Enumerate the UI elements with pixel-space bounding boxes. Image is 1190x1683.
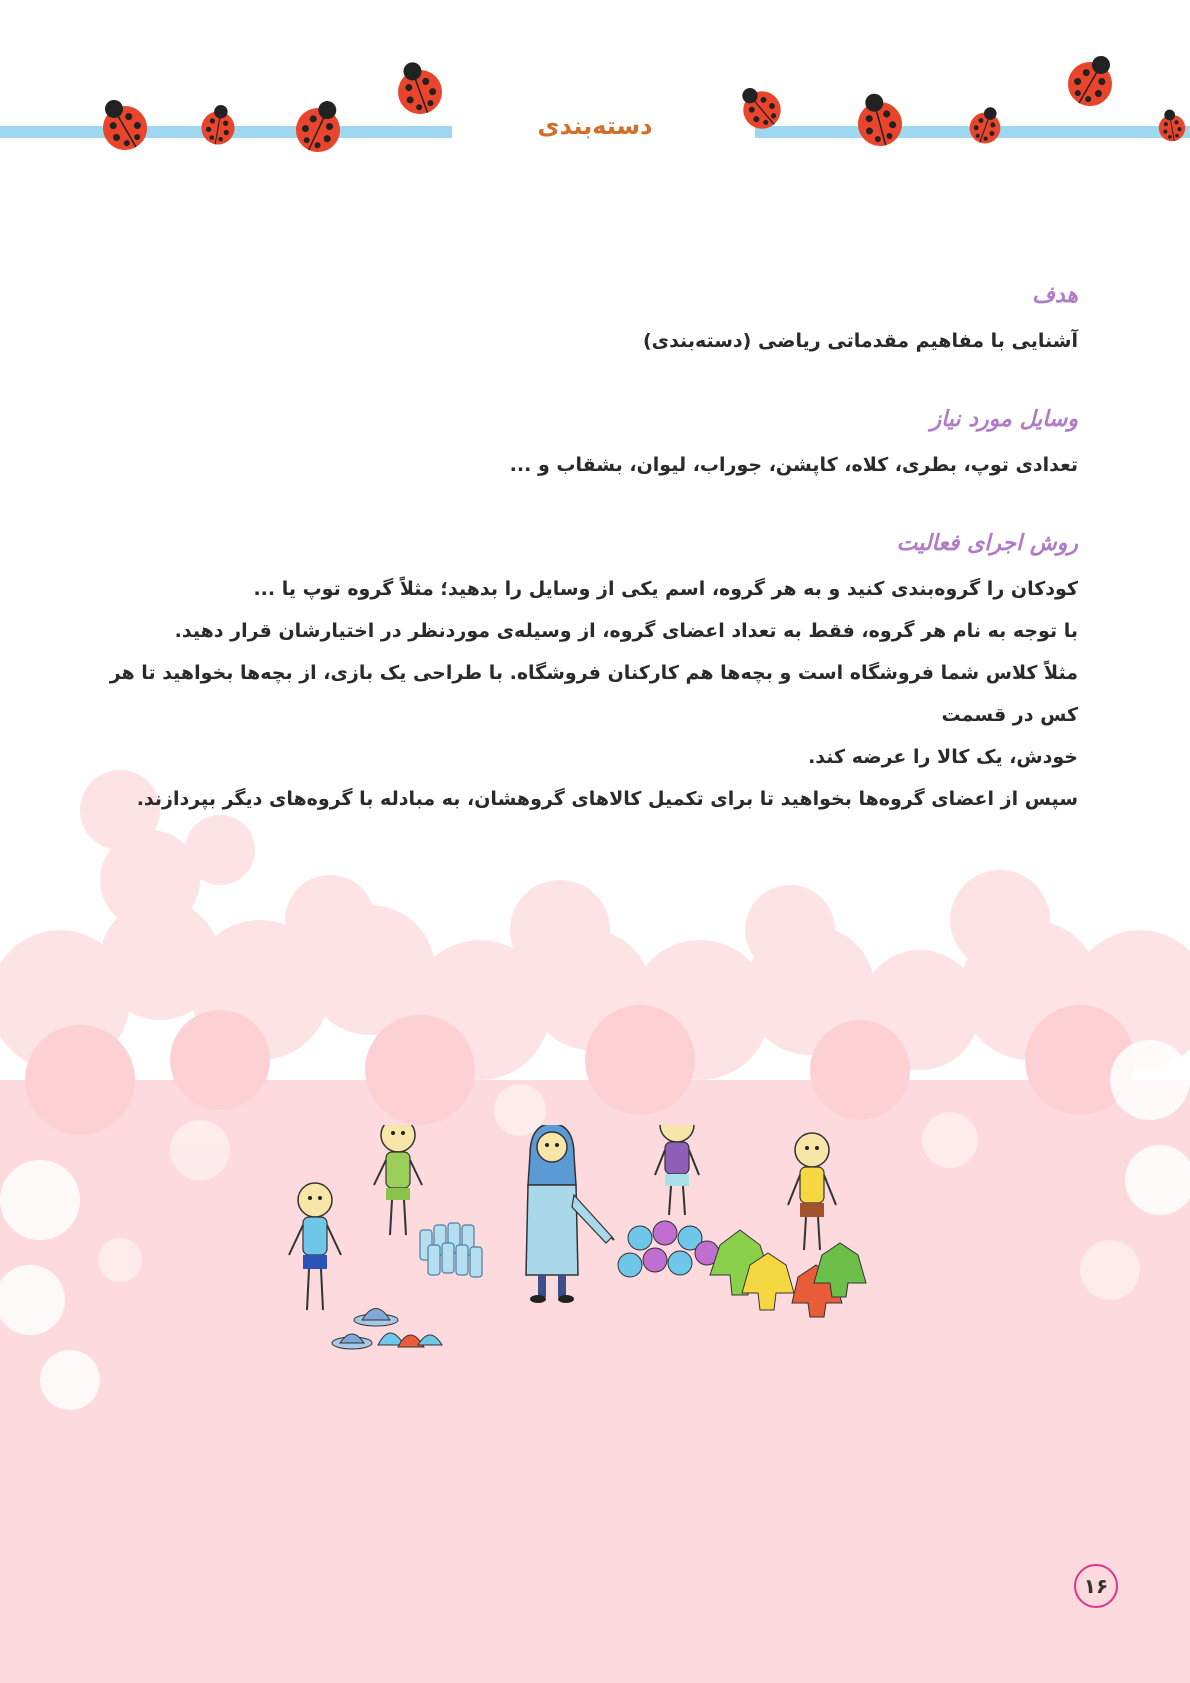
child-icon xyxy=(289,1183,341,1310)
child-icon xyxy=(788,1133,836,1250)
child-icon xyxy=(655,1125,699,1215)
section-method xyxy=(98,526,1078,820)
ladybug-icon xyxy=(1060,46,1125,114)
section-heading: وسایل مورد نیاز xyxy=(930,406,1078,432)
page-header-title: دسته‌بندی xyxy=(537,112,653,140)
section-heading: روش اجرای فعالیت xyxy=(896,530,1078,556)
section-materials xyxy=(98,402,1078,486)
ladybug-icon xyxy=(90,90,155,158)
section-heading: هدف xyxy=(1032,282,1078,308)
teacher-icon xyxy=(526,1125,614,1303)
section-body xyxy=(98,320,1078,362)
activity-content xyxy=(98,278,1078,860)
body-line: آشنایی با مفاهیم مقدماتی ریاضی (دسته‌بندی) xyxy=(642,330,1078,352)
body-line: مثلاً کلاس شما فروشگاه است و بچه‌ها هم کارکنان فروشگاه. با طراحی یک بازی، از بچه‌ها بخواهید تا هر کس در قسمت xyxy=(109,662,1078,726)
body-line: تعدادی توپ، بطری، کلاه، کاپشن، جوراب، لیوان، بشقاب و ... xyxy=(509,454,1078,476)
body-line: خودش، یک کالا را عرضه کند. xyxy=(808,746,1078,768)
section-body xyxy=(98,568,1078,820)
page-number: ۱۶ xyxy=(1074,1564,1118,1608)
header-band xyxy=(0,0,1190,170)
jacket-icon xyxy=(710,1230,866,1317)
ladybug-icon xyxy=(199,102,238,147)
section-goal xyxy=(98,278,1078,362)
child-icon xyxy=(374,1125,422,1235)
ladybug-icon xyxy=(965,102,1007,147)
ball-icon xyxy=(618,1221,719,1277)
body-line: با توجه به نام هر گروه، فقط به تعداد اعضای گروه، از وسیله‌ی موردنظر در اختیارشان قرار دهید. xyxy=(174,620,1078,642)
body-line: سپس از اعضای گروه‌ها بخواهید تا برای تکمیل کالاهای گروهشان، به مبادله با گروه‌های دیگر بپردازند. xyxy=(136,788,1078,810)
body-line: کودکان را گروه‌بندی کنید و به هر گروه، اسم یکی از وسایل را بدهید؛ مثلاً گروه توپ یا ... xyxy=(253,578,1078,600)
ladybug-icon xyxy=(851,88,907,151)
ladybug-icon xyxy=(389,55,448,120)
bottle-icon xyxy=(420,1223,482,1277)
section-body xyxy=(98,444,1078,486)
classroom-shop-illustration xyxy=(270,1125,890,1445)
hat-icon xyxy=(332,1309,442,1350)
ladybug-icon xyxy=(289,93,351,160)
